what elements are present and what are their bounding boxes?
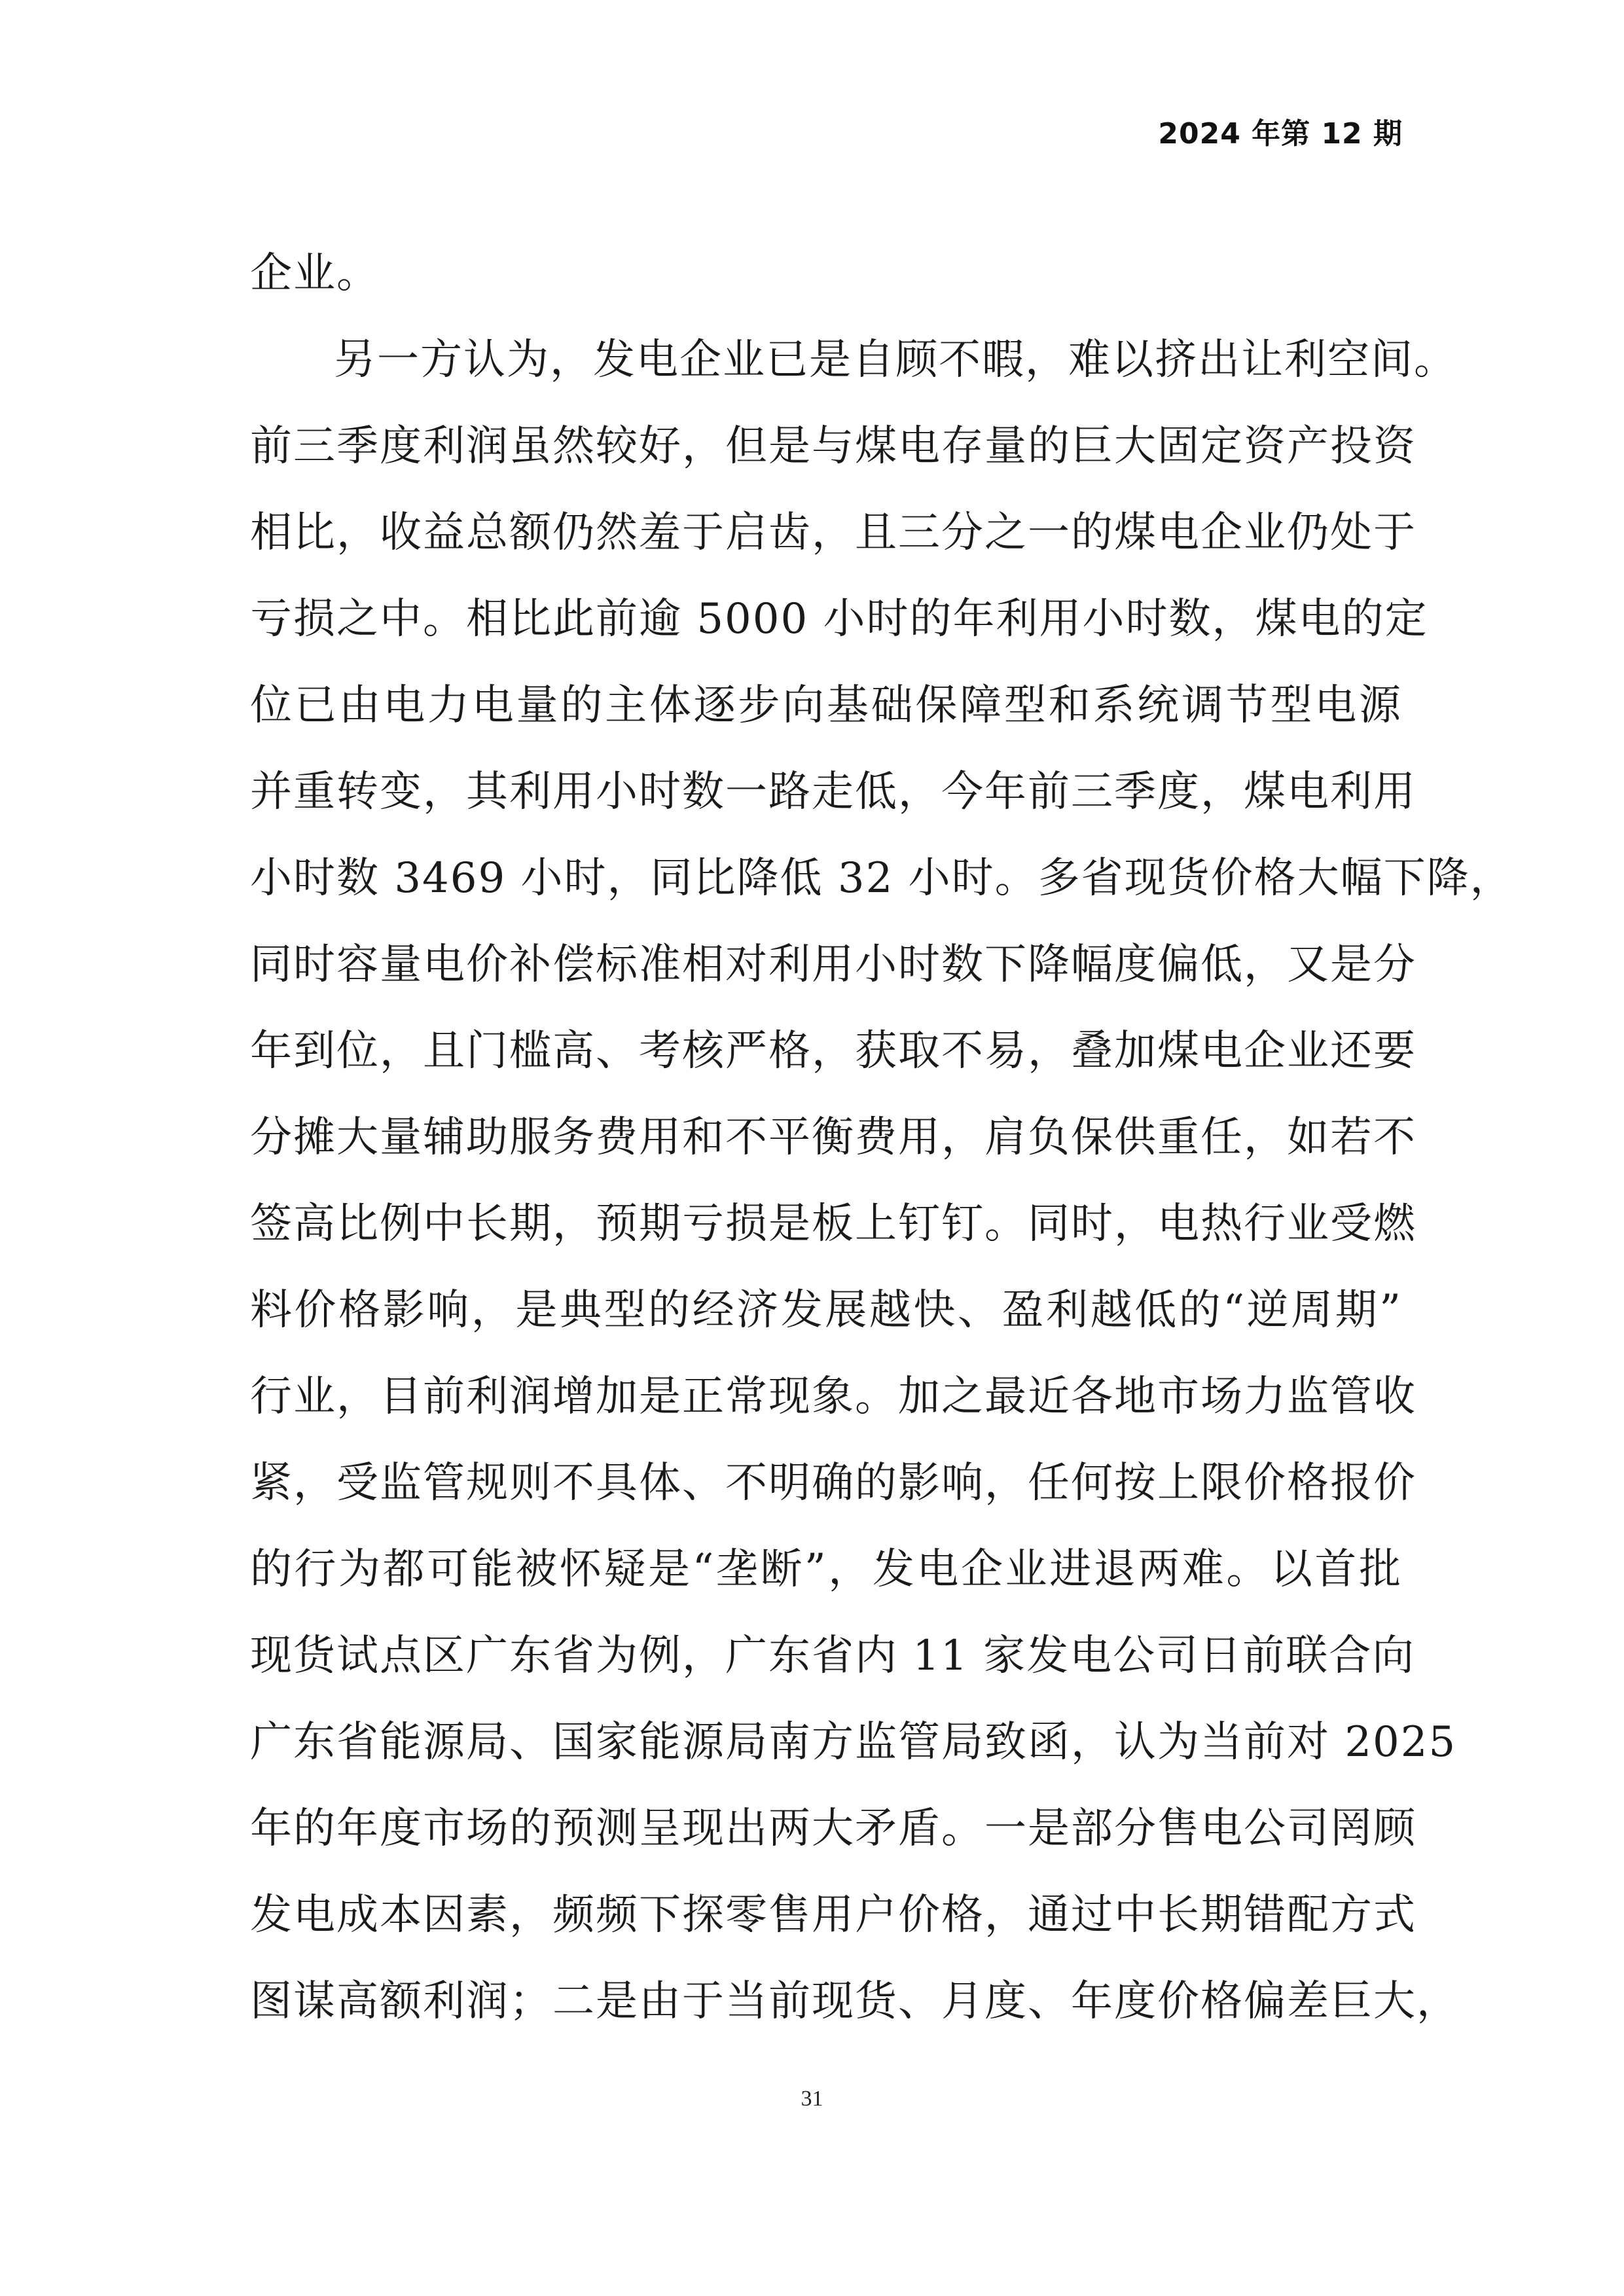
- text-line: 年的年度市场的预测呈现出两大矛盾。一是部分售电公司罔顾: [250, 1804, 1416, 1853]
- text-line: 位已由电力电量的主体逐步向基础保障型和系统调节型电源: [250, 681, 1402, 730]
- text-line: 行业，目前利润增加是正常现象。加之最近各地市场力监管收: [250, 1372, 1416, 1421]
- text-line: 现货试点区广东省为例，广东省内 11 家发电公司日前联合向: [250, 1632, 1416, 1680]
- text-line: 料价格影响，是典型的经济发展越快、盈利越低的“逆周期”: [250, 1286, 1402, 1335]
- issue-header: 2024 年第 12 期: [1158, 117, 1403, 151]
- page-number: 31: [801, 2087, 823, 2111]
- text-line: 亏损之中。相比此前逾 5000 小时的年利用小时数，煤电的定: [250, 595, 1428, 643]
- text-line: 的行为都可能被怀疑是“垄断”，发电企业进退两难。以首批: [250, 1545, 1402, 1594]
- article-body: [250, 230, 1513, 2045]
- text-line: 年到位，且门槛高、考核严格，获取不易，叠加煤电企业还要: [250, 1027, 1416, 1075]
- text-line: 并重转变，其利用小时数一路走低，今年前三季度，煤电利用: [250, 768, 1416, 816]
- text-line: 同时容量电价补偿标准相对利用小时数下降幅度偏低，又是分: [250, 941, 1416, 989]
- text-line: 紧，受监管规则不具体、不明确的影响，任何按上限价格报价: [250, 1459, 1416, 1507]
- text-line: 小时数 3469 小时，同比降低 32 小时。多省现货价格大幅下降，: [250, 854, 1513, 903]
- text-line: 相比，收益总额仍然羞于启齿，且三分之一的煤电企业仍处于: [250, 509, 1416, 557]
- text-line: 签高比例中长期，预期亏损是板上钉钉。同时，电热行业受燃: [250, 1200, 1416, 1248]
- text-line: 企业。: [250, 249, 380, 298]
- text-line: 另一方认为，发电企业已是自顾不暇，难以挤出让利空间。: [334, 336, 1457, 384]
- text-line: 分摊大量辅助服务费用和不平衡费用，肩负保供重任，如若不: [250, 1113, 1416, 1162]
- text-line: 发电成本因素，频频下探零售用户价格，通过中长期错配方式: [250, 1891, 1416, 1939]
- text-line: 前三季度利润虽然较好，但是与煤电存量的巨大固定资产投资: [250, 422, 1416, 471]
- text-line: 广东省能源局、国家能源局南方监管局致函，认为当前对 2025: [250, 1718, 1457, 1767]
- text-line: 图谋高额利润；二是由于当前现货、月度、年度价格偏差巨大，: [250, 1977, 1460, 2026]
